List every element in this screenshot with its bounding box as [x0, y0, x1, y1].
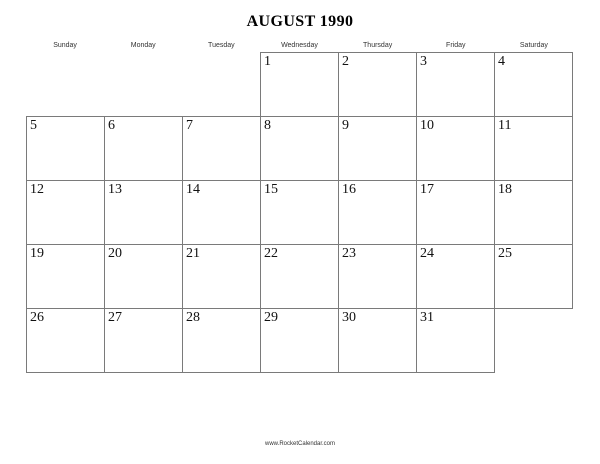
date-cell-31: 31: [417, 309, 495, 373]
weekday-label-sunday: Sunday: [53, 42, 77, 49]
date-cell-16: 16: [339, 181, 417, 245]
calendar-grid: [26, 52, 573, 373]
date-cell-29: 29: [261, 309, 339, 373]
date-cell-13: 13: [105, 181, 183, 245]
footer-link[interactable]: www.RocketCalendar.com: [264, 441, 336, 447]
empty-cell: [495, 309, 573, 373]
date-cell-24: 24: [417, 245, 495, 309]
weekday-label-wednesday: Wednesday: [281, 42, 318, 49]
empty-cell: [183, 53, 261, 117]
date-cell-28: 28: [183, 309, 261, 373]
date-cell-11: 11: [495, 117, 573, 181]
date-cell-7: 7: [183, 117, 261, 181]
date-cell-26: 26: [27, 309, 105, 373]
date-cell-9: 9: [339, 117, 417, 181]
date-cell-5: 5: [27, 117, 105, 181]
weekday-header-row: [26, 41, 573, 51]
weekday-label-tuesday: Tuesday: [208, 42, 235, 49]
empty-cell: [105, 53, 183, 117]
date-cell-22: 22: [261, 245, 339, 309]
date-cell-2: 2: [339, 53, 417, 117]
weekday-label-saturday: Saturday: [519, 42, 548, 49]
calendar-week-row: [27, 53, 573, 117]
date-cell-21: 21: [183, 245, 261, 309]
date-cell-19: 19: [27, 245, 105, 309]
calendar-week-row: [27, 117, 573, 181]
date-cell-23: 23: [339, 245, 417, 309]
date-cell-8: 8: [261, 117, 339, 181]
calendar-week-row: [27, 181, 573, 245]
calendar-grid-body: [27, 53, 573, 373]
date-cell-3: 3: [417, 53, 495, 117]
weekday-label-friday: Friday: [446, 42, 466, 49]
date-cell-17: 17: [417, 181, 495, 245]
calendar-week-row: [27, 309, 573, 373]
date-cell-20: 20: [105, 245, 183, 309]
date-cell-1: 1: [261, 53, 339, 117]
weekday-label-thursday: Thursday: [363, 42, 393, 49]
date-cell-4: 4: [495, 53, 573, 117]
empty-cell: [27, 53, 105, 117]
date-cell-15: 15: [261, 181, 339, 245]
weekday-label-monday: Monday: [130, 42, 156, 49]
date-cell-6: 6: [105, 117, 183, 181]
calendar-week-row: [27, 245, 573, 309]
date-cell-12: 12: [27, 181, 105, 245]
calendar-title: AUGUST 1990: [246, 13, 354, 30]
date-cell-27: 27: [105, 309, 183, 373]
date-cell-10: 10: [417, 117, 495, 181]
date-cell-14: 14: [183, 181, 261, 245]
date-cell-30: 30: [339, 309, 417, 373]
footer: [0, 432, 600, 450]
date-cell-25: 25: [495, 245, 573, 309]
date-cell-18: 18: [495, 181, 573, 245]
